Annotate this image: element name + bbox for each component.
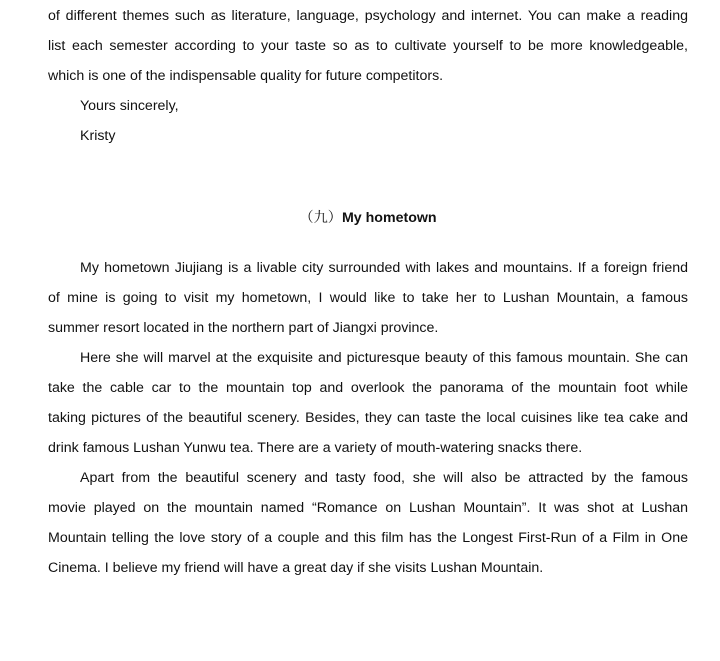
paragraph-line: Here she will marvel at the exquisite and picturesque beauty of this famous mountain. She can [80, 350, 688, 366]
section-heading [48, 203, 688, 233]
paragraph-line: taking pictures of the beautiful scenery. Besides, they can taste the local cuisines like tea cake and [48, 410, 688, 426]
paragraph-line: movie played on the mountain named “Romance on Lushan Mountain”. It was shot at Lushan [48, 500, 688, 516]
paragraph-line: Apart from the beautiful scenery and tasty food, she will also be attracted by the famous [80, 470, 688, 486]
paragraph-3 [48, 463, 688, 583]
paragraph-line: My hometown Jiujiang is a livable city surrounded with lakes and mountains. If a foreign friend [80, 260, 688, 276]
letter-line: list each semester according to your taste so as to cultivate yourself to be more knowledgeable, [48, 38, 688, 54]
letter-body [48, 1, 688, 151]
paragraph-line: take the cable car to the mountain top and overlook the panorama of the mountain foot while [48, 380, 688, 396]
letter-line: which is one of the indispensable quality for future competitors. [48, 68, 444, 84]
paragraph-line: Mountain telling the love story of a couple and this film has the Longest First-Run of a Film in One [48, 530, 688, 546]
paragraph-2 [48, 343, 688, 463]
paragraph-line: summer resort located in the northern part of Jiangxi province. [48, 320, 439, 336]
section-title: My hometown [341, 210, 437, 226]
paragraph-line: drink famous Lushan Yunwu tea. There are a variety of mouth-watering snacks there. [48, 440, 583, 456]
letter-line: of different themes such as literature, language, psychology and internet. You can make a reading [48, 8, 688, 24]
letter-signature: Kristy [80, 128, 116, 144]
section-number: （九） [299, 210, 342, 226]
paragraph-line: Cinema. I believe my friend will have a great day if she visits Lushan Mountain. [48, 560, 544, 576]
paragraph-line: of mine is going to visit my hometown, I would like to take her to Lushan Mountain, a famous [48, 290, 688, 306]
essay-body [48, 253, 688, 583]
paragraph-1 [48, 253, 688, 343]
letter-closing: Yours sincerely, [80, 98, 179, 114]
